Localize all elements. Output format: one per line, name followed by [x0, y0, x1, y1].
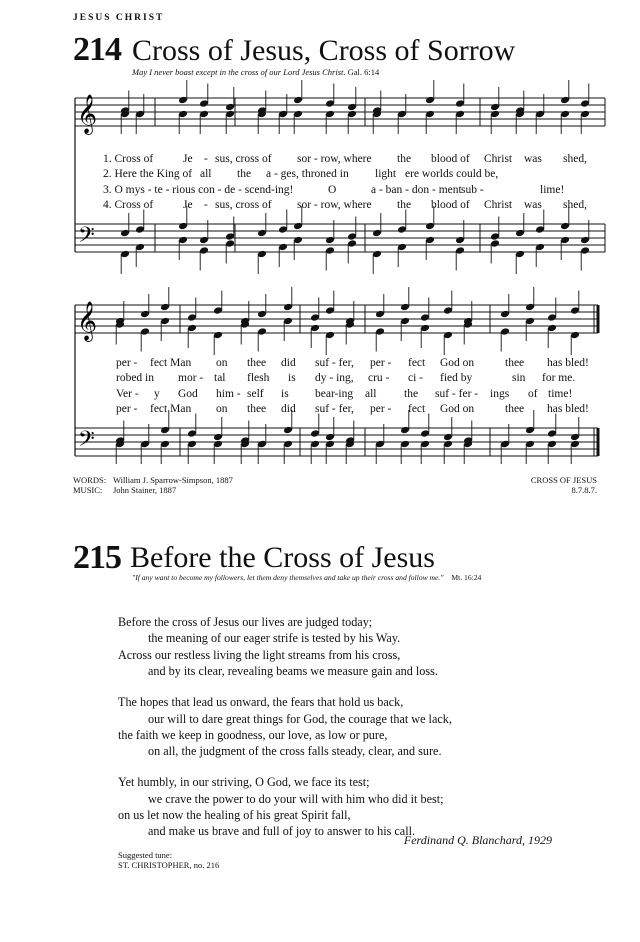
lyric-syllable: Ver - — [116, 387, 139, 400]
lyric-syllable: God — [178, 387, 198, 400]
stanza-line: Across our restless living the light streams from his cross, — [118, 647, 401, 662]
lyric-syllable: per - — [116, 402, 138, 415]
lyric-syllable: thee — [505, 357, 525, 369]
lyric-syllable: did — [281, 357, 296, 369]
tune-meter: 8.7.8.7. — [571, 485, 597, 495]
lyric-syllable: tal — [214, 372, 226, 385]
lyric-syllable: light — [375, 168, 397, 181]
lyric-syllable: bear-ing — [315, 387, 354, 400]
lyric-syllable: fect — [408, 402, 426, 415]
stanza-3 — [118, 774, 452, 840]
hymn-215-author: Ferdinand Q. Blanchard, 1929 — [403, 833, 552, 847]
lyric-syllable: is — [288, 372, 296, 385]
bass-clef-icon: 𝄢 — [78, 427, 95, 457]
lyric-syllable: God on — [440, 357, 475, 369]
lyric-syllable: fect Man — [150, 357, 192, 369]
lyric-syllable: on — [216, 402, 228, 415]
lyric-syllable: y — [154, 387, 160, 400]
stanza-2 — [118, 694, 452, 760]
lyric-syllable: mor - — [178, 372, 204, 385]
hymn-214-title: Cross of Jesus, Cross of Sorrow — [132, 34, 516, 67]
lyric-syllable: Christ — [484, 153, 513, 165]
lyric-syllable: sus, cross of — [215, 153, 272, 165]
lyric-syllable: per - — [370, 357, 392, 369]
bass-clef-icon: 𝄢 — [78, 223, 95, 253]
lyric-syllable: has bled! — [547, 402, 589, 415]
lyric-syllable: fied by — [440, 372, 473, 385]
lyric-syllable: shed, — [563, 153, 587, 165]
lyric-syllable: was — [524, 198, 542, 211]
lyric-syllable: of — [528, 387, 538, 400]
lyric-syllable: did — [281, 402, 296, 415]
music-credit-text: John Stainer, 1887 — [113, 485, 177, 495]
stanza-line: and by its clear, revealing beams we measure gain and loss. — [148, 664, 438, 679]
lyric-syllable: the — [397, 153, 412, 165]
lyric-syllable: all — [365, 387, 377, 400]
lyric-syllable: all — [200, 168, 212, 181]
lyric-syllable: the — [397, 198, 412, 211]
lyric-syllable: self — [247, 387, 264, 400]
lyric-syllable: - — [204, 198, 208, 211]
hymn-215-poem — [118, 614, 452, 854]
words-credit — [73, 475, 233, 485]
lyric-syllable: blood of — [431, 153, 470, 165]
lyric-syllable: Je — [183, 198, 193, 211]
stanza-line: the meaning of our eager strife is tested by his Way. — [148, 631, 401, 646]
lyric-syllable: O — [328, 183, 337, 196]
lyric-syllable: thee — [247, 402, 267, 415]
hymn-214-tune — [531, 475, 597, 495]
lyric-syllable: suf - fer, — [315, 357, 354, 369]
lyric-syllable: dy - ing, — [315, 372, 354, 385]
lyric-syllable: - — [204, 153, 208, 165]
lyric-syllable: the — [237, 168, 252, 181]
stanza-1 — [118, 614, 452, 680]
hymn-214-epigraph-ref: Gal. 6:14 — [347, 67, 380, 77]
lyric-syllable: was — [524, 153, 542, 165]
lyric-syllable: a - ges, throned in — [266, 168, 349, 181]
lyric-syllable: is — [281, 387, 289, 400]
hymn-215-title: Before the Cross of Jesus — [130, 541, 435, 574]
suggested-tune — [118, 850, 219, 870]
lyric-syllable: 4. Cross of — [103, 198, 154, 211]
stanza-line: and make us brave and full of joy to answer to his call. — [148, 824, 416, 839]
lyric-syllable: fect — [408, 357, 426, 369]
lyric-syllable: time! — [548, 387, 573, 400]
lyric-syllable: Christ — [484, 198, 513, 211]
stanza-line: the faith we keep in goodness, our love, as low or pure, — [118, 727, 388, 742]
lyric-syllable: 1. Cross of — [103, 153, 154, 165]
lyric-syllable: ere worlds could be, — [405, 168, 499, 181]
lyric-syllable: cru - — [368, 372, 390, 385]
hymn-214-epigraph-text: May I never boast except in the cross of our Lord Jesus Christ. — [132, 67, 346, 77]
treble-clef-icon: 𝄞 — [77, 94, 98, 134]
hymn-214-credits — [73, 475, 233, 495]
hymn-215-epigraph-ref: Mt. 16:24 — [451, 573, 482, 582]
lyric-syllable: shed, — [563, 198, 587, 211]
lyric-syllable: 2. Here the King of — [103, 168, 193, 181]
music-credit — [73, 485, 233, 495]
suggested-tune-name: ST. CHRISTOPHER, no. 216 — [118, 860, 220, 870]
lyric-syllable: per - — [370, 402, 392, 415]
stanza-line: on all, the judgment of the cross falls steady, clear, and sure. — [148, 744, 442, 759]
hymn-215-number: 215 — [73, 539, 121, 576]
lyric-syllable: thee — [505, 402, 525, 415]
lyric-syllable: lime! — [540, 183, 565, 196]
lyric-syllable: per - — [116, 357, 138, 369]
music-label: MUSIC: — [73, 485, 103, 495]
stanza-line: Before the cross of Jesus our lives are judged today; — [118, 615, 373, 629]
lyric-syllable: sub - — [461, 183, 484, 196]
suggested-label: Suggested tune: — [118, 850, 173, 860]
words-credit-text: William J. Sparrow-Simpson, 1887 — [113, 475, 233, 485]
lyric-syllable: for me. — [542, 372, 576, 385]
lyric-syllable: ings — [490, 387, 510, 400]
lyric-syllable: him - — [216, 387, 241, 400]
lyric-syllable: suf - fer, — [315, 402, 354, 415]
lyric-syllable: the — [404, 387, 419, 400]
lyric-syllable: 3. O mys - te - rious con - de - scend-ing! — [103, 183, 294, 196]
running-head: JESUS CHRIST — [73, 13, 165, 23]
lyric-syllable: thee — [247, 357, 267, 369]
lyric-syllable: sus, cross of — [215, 198, 272, 211]
lyric-syllable: sin — [512, 372, 526, 385]
lyric-syllable: ci - — [408, 372, 424, 385]
stanza-line: on us let now the healing of his great Spirit fall, — [118, 808, 351, 823]
lyric-syllable: robed in — [116, 372, 155, 385]
hymn-214-number: 214 — [73, 31, 121, 68]
stanza-line: our will to dare great things for God, the courage that we lack, — [148, 711, 452, 726]
treble-clef-icon: 𝄞 — [77, 301, 98, 341]
lyric-syllable: sor - row, where — [297, 198, 372, 211]
lyric-syllable: flesh — [247, 372, 270, 385]
stanza-line: Yet humbly, in our striving, O God, we face its test; — [118, 775, 370, 790]
tune-name: CROSS OF JESUS — [530, 475, 597, 485]
lyric-syllable: a - ban - don - ment — [371, 183, 462, 196]
lyric-syllable: suf - fer - — [435, 387, 479, 400]
lyric-syllable: fect Man — [150, 402, 192, 415]
stanza-line: we crave the power to do your will with him who did it best; — [148, 791, 444, 806]
hymn-215-epigraph-text: "If any want to become my followers, let them deny themselves and take up their cross and follow me." — [132, 573, 444, 582]
lyric-syllable: sor - row, where — [297, 153, 372, 165]
stanza-line: The hopes that lead us onward, the fears that hold us back, — [118, 695, 404, 710]
lyric-syllable: on — [216, 357, 228, 369]
words-label: WORDS: — [73, 475, 107, 485]
hymn-215-epigraph — [132, 573, 481, 582]
lyric-syllable: blood of — [431, 198, 470, 211]
lyric-syllable: Je — [183, 153, 193, 165]
lyric-syllable: God on — [440, 402, 475, 415]
lyric-syllable: has bled! — [547, 357, 589, 369]
